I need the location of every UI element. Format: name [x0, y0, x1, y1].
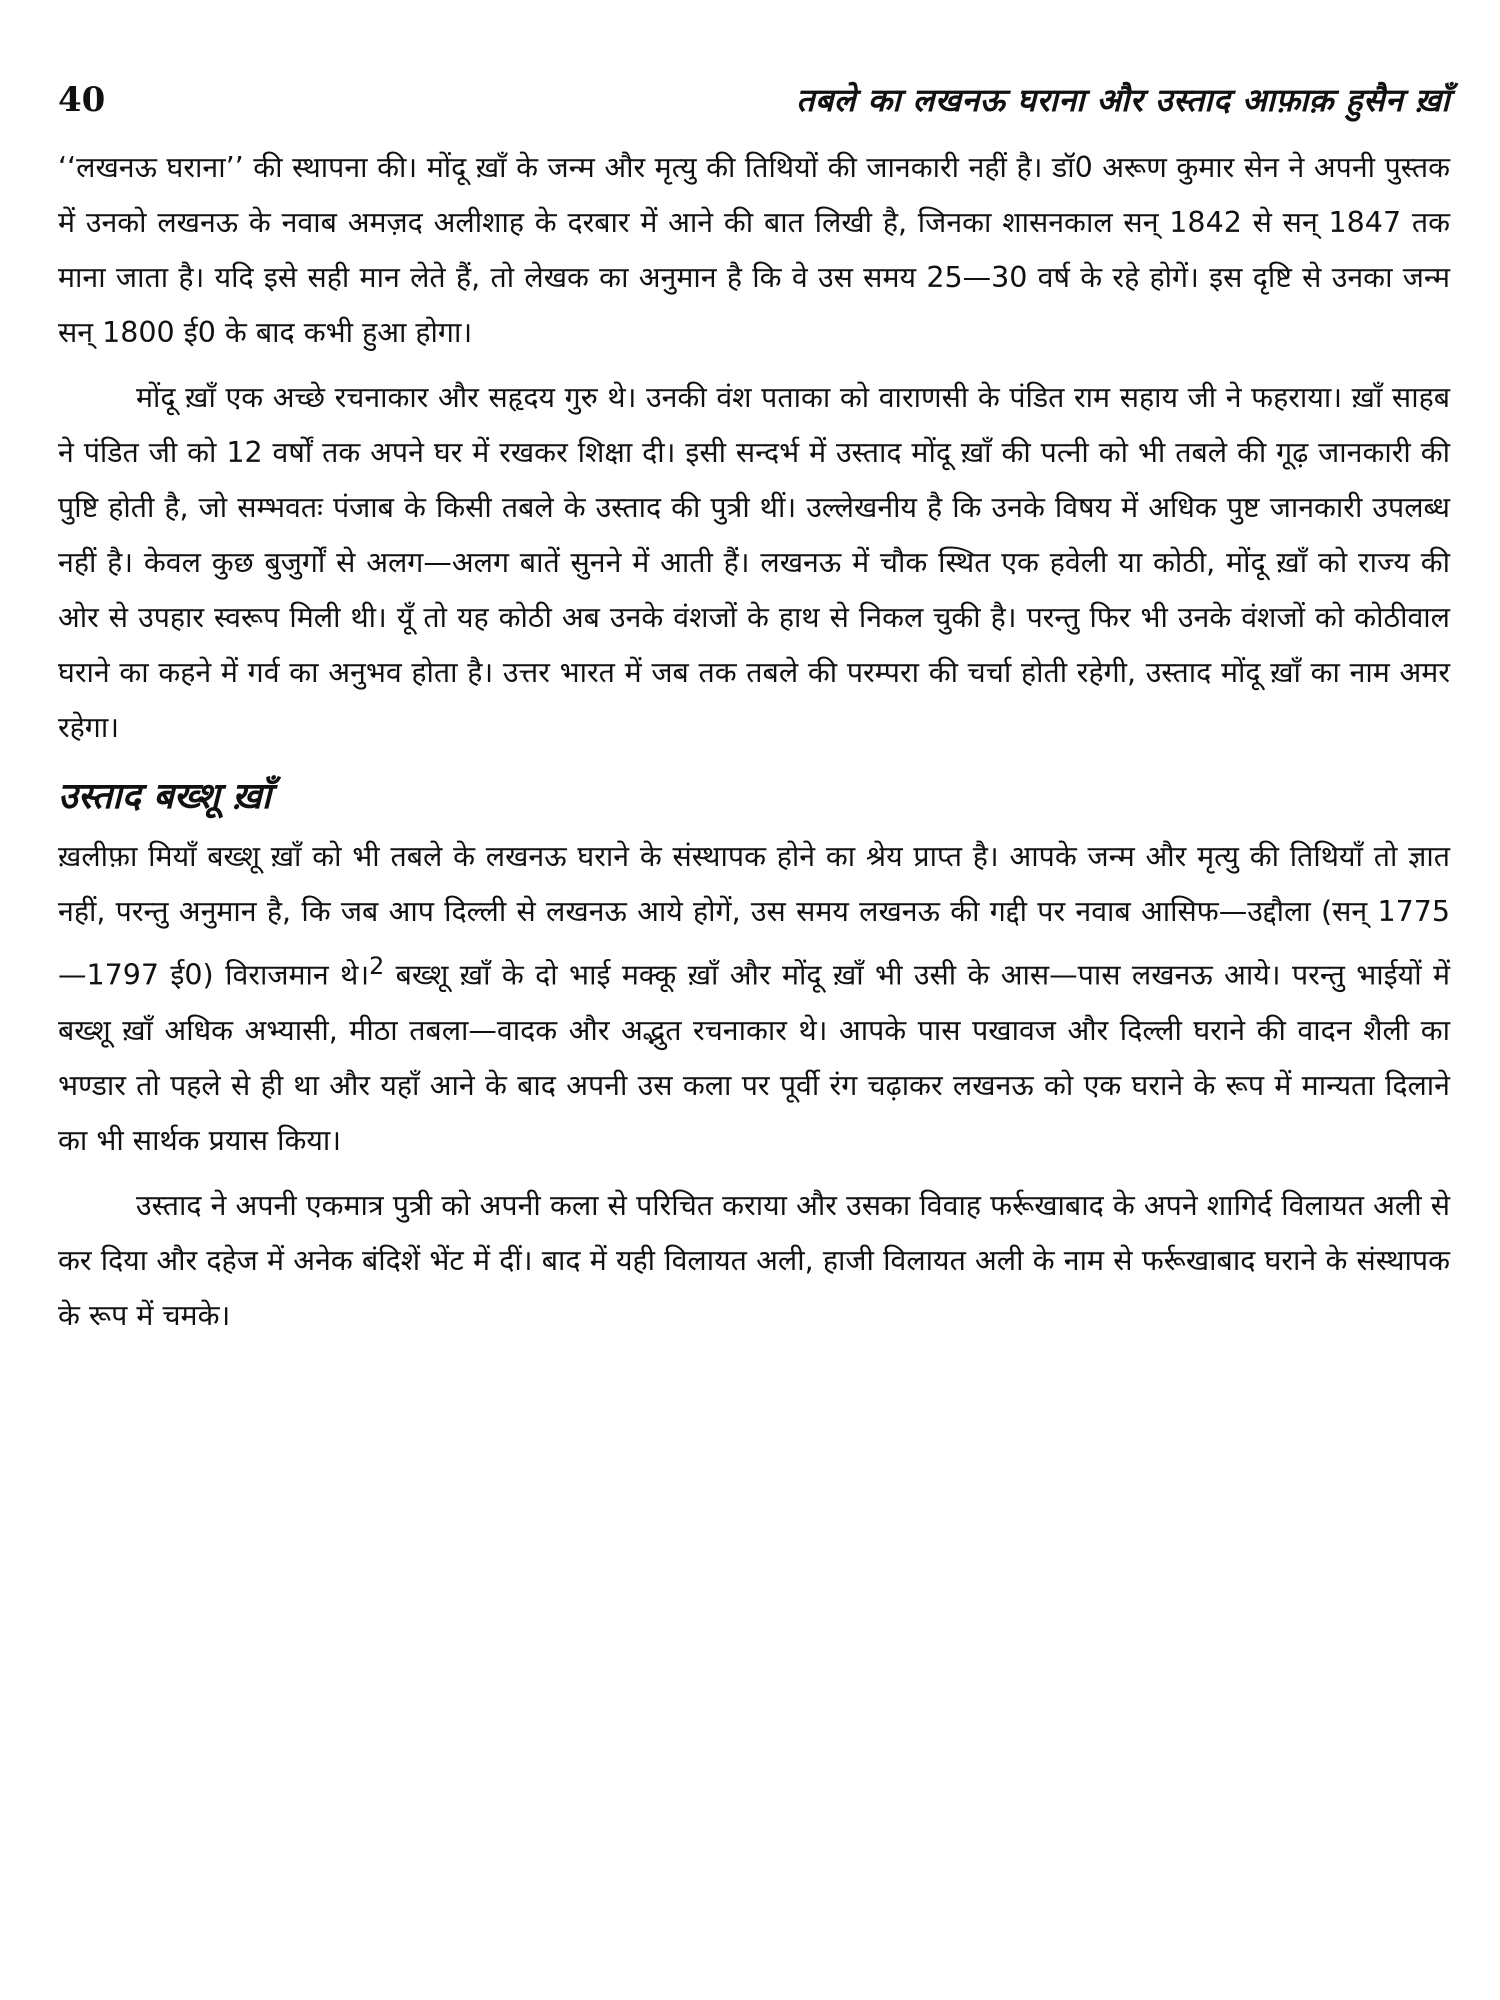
paragraph-bakhshu-khan-daughter: उस्ताद ने अपनी एकमात्र पुत्री को अपनी कला से परिचित कराया और उसका विवाह फर्रूखाबाद के अपने शागिर्द विलायत अली से कर दिया और दहेज में अनेक बंदिशें भेंट में दीं। बाद में यही विलायत अली, हाजी विलायत अली के नाम से फर्रूखाबाद घराने के संस्थापक के रूप में चमके।: [58, 1188, 1450, 1332]
section-heading-bakhshu-khan: उस्ताद बख्शू ख़ाँ: [58, 776, 272, 817]
paragraph-text-part-1: ख़लीफ़ा मियाँ बख्शू ख़ाँ को भी तबले के लखनऊ घराने के संस्थापक होने का श्रेय प्राप्त है। आपके जन्म और मृत्यु की तिथियाँ तो ज्ञात नहीं, परन्तु अनुमान है, कि जब आप दिल्ली से लखनऊ आये होगें, उस समय लखनऊ की गद्दी पर नवाब आसिफ—उद्दौला (सन् 1775—1797 ई0) विराजमान थे।: [58, 840, 1450, 992]
page-number: 40: [58, 80, 106, 120]
running-title: तबले का लखनऊ घराना और उस्ताद आफ़ाक़ हुसैन ख़ाँ: [796, 81, 1450, 119]
paragraph-text-part-2: बख्शू ख़ाँ के दो भाई मक्कू ख़ाँ और मोंदू ख़ाँ भी उसी के आस—पास लखनऊ आये। परन्तु भाईयों में बख्शू ख़ाँ अधिक अभ्यासी, मीठा तबला—वादक और अद्भुत रचनाकार थे। आपके पास पखावज और दिल्ली घराने की वादन शैली का भण्डार तो पहले से ही था और यहाँ आने के बाद अपनी उस कला पर पूर्वी रंग चढ़ाकर लखनऊ को एक घराने के रूप में मान्यता दिलाने का भी सार्थक प्रयास किया।: [58, 958, 1451, 1157]
footnote-reference: 2: [369, 952, 385, 980]
paragraph-mondu-khan-intro: ‘‘लखनऊ घराना’’ की स्थापना की। मोंदू ख़ाँ के जन्म और मृत्यु की तिथियों की जानकारी नहीं है। डॉ0 अरूण कुमार सेन ने अपनी पुस्तक में उनको लखनऊ के नवाब अमज़द अलीशाह के दरबार में आने की बात लिखी है, जिनका शासनकाल सन् 1842 से सन् 1847 तक माना जाता है। यदि इसे सही मान लेते हैं, तो लेखक का अनुमान है कि वे उस समय 25—30 वर्ष के रहे होगें। इस दृष्टि से उनका जन्म सन् 1800 ई0 के बाद कभी हुआ होगा।: [58, 151, 1450, 349]
book-page: [58, 78, 1450, 1343]
page-header: [58, 78, 1450, 140]
paragraph-mondu-khan-legacy: मोंदू ख़ाँ एक अच्छे रचनाकार और सहृदय गुरु थे। उनकी वंश पताका को वाराणसी के पंडित राम सहाय जी ने फहराया। ख़ाँ साहब ने पंडित जी को 12 वर्षों तक अपने घर में रखकर शिक्षा दी। इसी सन्दर्भ में उस्ताद मोंदू ख़ाँ की पत्नी को भी तबले की गूढ़ जानकारी की पुष्टि होती है, जो सम्भवतः पंजाब के किसी तबले के उस्ताद की पुत्री थीं। उल्लेखनीय है कि उनके विषय में अधिक पुष्ट जानकारी उपलब्ध नहीं है। केवल कुछ बुजुर्गों से अलग—अलग बातें सुनने में आती हैं। लखनऊ में चौक स्थित एक हवेली या कोठी, मोंदू ख़ाँ को राज्य की ओर से उपहार स्वरूप मिली थी। यूँ तो यह कोठी अब उनके वंशजों के हाथ से निकल चुकी है। परन्तु फिर भी उनके वंशजों को कोठीवाल घराने का कहने में गर्व का अनुभव होता है। उत्तर भारत में जब तक तबले की परम्परा की चर्चा होती रहेगी, उस्ताद मोंदू ख़ाँ का नाम अमर रहेगा।: [58, 381, 1450, 744]
paragraph-bakhshu-khan-intro: [58, 829, 1450, 1168]
